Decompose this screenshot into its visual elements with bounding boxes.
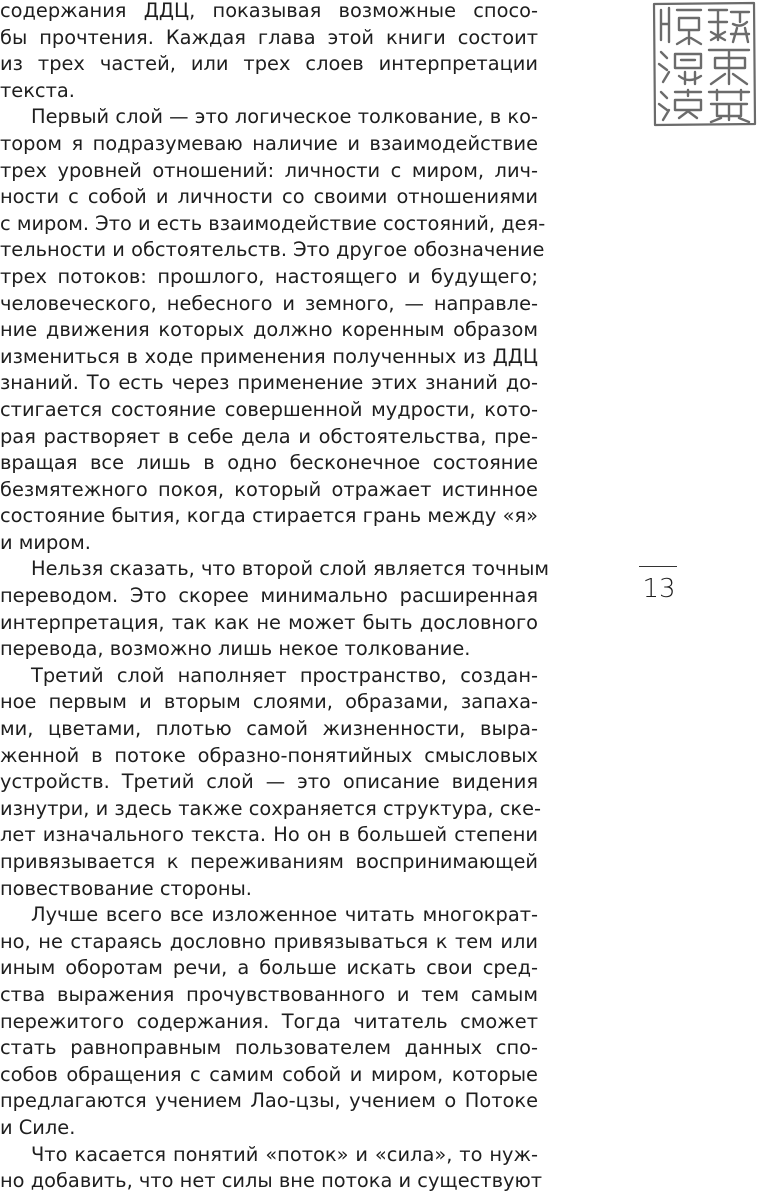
text-line: текста. bbox=[0, 78, 75, 102]
text-line: перевода, возможно лишь некое толкование. bbox=[0, 637, 471, 661]
text-line: устройств. Третий слой — это описание видения bbox=[0, 770, 538, 794]
text-line: и миром. bbox=[0, 530, 91, 554]
text-line: бы прочтения. Каждая глава этой книги состоит bbox=[0, 25, 538, 49]
text-line: содержания ДДЦ, показывая возможные спосо- bbox=[0, 0, 538, 22]
text-line: знаний. То есть через применение этих знаний до- bbox=[0, 371, 538, 395]
text-line: интерпретация, так как не может быть дословного bbox=[0, 610, 538, 634]
text-line: Что касается понятий «поток» и «сила», то нуж- bbox=[31, 1142, 538, 1166]
text-line: стать равноправным пользователем данных спо- bbox=[0, 1036, 538, 1060]
text-line: ми, цветами, плотью самой жизненности, выра- bbox=[0, 717, 538, 741]
text-line: из трех частей, или трех слоев интерпретации bbox=[0, 52, 538, 76]
text-line: Нельзя сказать, что второй слой является точным bbox=[31, 557, 550, 581]
text-line: повествование стороны. bbox=[0, 876, 252, 900]
text-line: предлагаются учением Лао-цзы, учением о Потоке bbox=[0, 1089, 538, 1113]
text-line: но, не стараясь дословно привязываться к тем или bbox=[0, 929, 538, 953]
text-line: вращая все лишь в одно бесконечное состояние bbox=[0, 451, 538, 475]
text-line: Лучше всего все изложенное читать многократ- bbox=[31, 903, 538, 927]
text-line: привязывается к переживаниям воспринимающей bbox=[0, 850, 538, 873]
text-line: и Силе. bbox=[0, 1115, 76, 1139]
text-line: тором я подразумеваю наличие и взаимодействие bbox=[0, 131, 538, 155]
text-line: иным оборотам речи, а больше искать свои сред- bbox=[0, 956, 538, 980]
page-number: 13 bbox=[642, 574, 676, 604]
text-line: ства выражения прочувствованного и тем самым bbox=[0, 982, 538, 1006]
text-line: ное первым и вторым слоями, образами, запаха- bbox=[0, 690, 538, 714]
text-line: собов обращения с самим собой и миром, которые bbox=[0, 1062, 538, 1086]
text-line: трех потоков: прошлого, настоящего и будущего; bbox=[0, 264, 538, 288]
text-line: рая растворяет в себе дела и обстоятельства, пре- bbox=[0, 424, 538, 448]
text-line: но добавить, что нет силы вне потока и существуют bbox=[0, 1169, 543, 1193]
text-line: ности с собой и личности со своими отношениями bbox=[0, 185, 538, 209]
text-line: переводом. Это скорее минимально расширенная bbox=[0, 584, 538, 608]
text-line: измениться в ходе применения полученных из ДДЦ bbox=[0, 344, 538, 368]
chinese-seal-image bbox=[651, 0, 757, 128]
text-line: с миром. Это и есть взаимодействие состояний, дея- bbox=[0, 211, 546, 235]
text-line: изнутри, и здесь также сохраняется структура, ске- bbox=[0, 796, 542, 820]
text-line: человеческого, небесного и земного, — направле- bbox=[0, 291, 538, 315]
text-line: состояние бытия, когда стирается грань между «я» bbox=[0, 504, 538, 528]
text-line: безмятежного покоя, который отражает истинное bbox=[0, 477, 538, 501]
text-line: Третий слой наполняет пространство, создан- bbox=[31, 663, 538, 687]
page-number-rule bbox=[639, 566, 677, 567]
text-line: ние движения которых должно коренным образом bbox=[0, 318, 538, 342]
text-line: пережитого содержания. Тогда читатель сможет bbox=[0, 1009, 538, 1033]
text-line: Первый слой — это логическое толкование, в ко- bbox=[31, 105, 538, 129]
text-line: трех уровней отношений: личности с миром, лич- bbox=[0, 158, 538, 182]
text-line: тельности и обстоятельств. Это другое обозначение bbox=[0, 238, 545, 262]
text-line: женной в потоке образно-понятийных смысловых bbox=[0, 743, 538, 767]
text-line: лет изначального текста. Но он в большей степени bbox=[0, 823, 538, 847]
text-line: стигается состояние совершенной мудрости, кото- bbox=[0, 397, 538, 421]
